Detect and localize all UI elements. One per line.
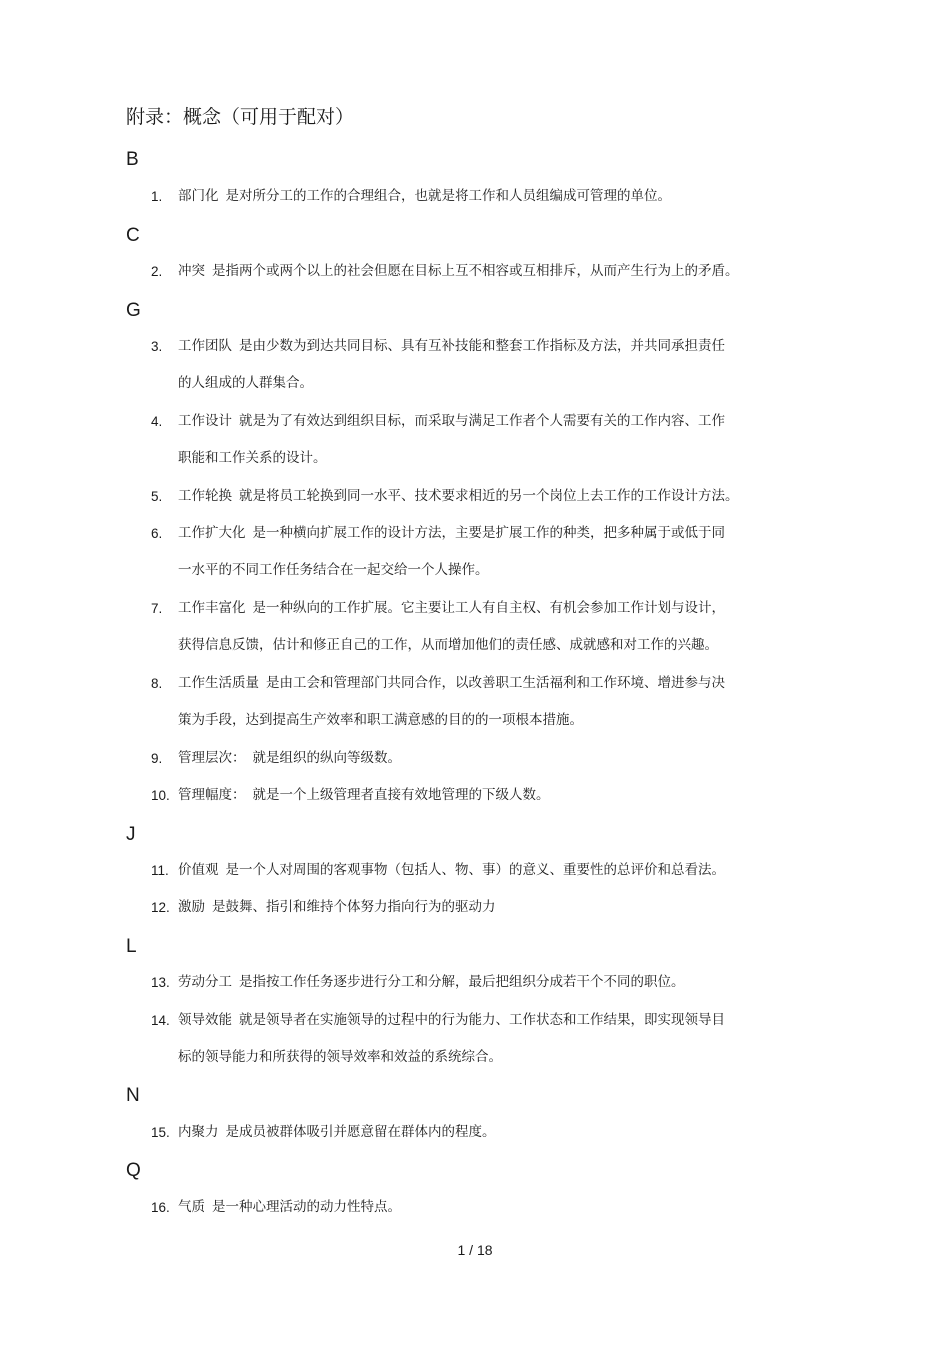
definition: 就是组织的纵向等级数。 xyxy=(252,750,401,766)
item-number: 12. xyxy=(151,900,170,915)
list-item xyxy=(178,253,793,290)
list-item xyxy=(178,590,793,664)
item-number: 10. xyxy=(151,788,170,803)
term: 工作生活质量 xyxy=(178,675,259,691)
term: 工作轮换 xyxy=(178,488,232,504)
list-item xyxy=(178,740,793,777)
term: 冲突 xyxy=(178,263,205,279)
definition: 是由少数为到达共同目标、具有互补技能和整套工作指标及方法，并共同承担责任 xyxy=(239,338,725,354)
term: 劳动分工 xyxy=(178,974,232,990)
term: 管理层次： xyxy=(178,750,246,766)
list-item xyxy=(178,478,793,515)
section-letter-g: G xyxy=(126,300,141,321)
section-letter-n: N xyxy=(126,1085,140,1106)
definition-continued: 职能和工作关系的设计。 xyxy=(178,450,327,466)
term: 激励 xyxy=(178,899,205,915)
item-number: 15. xyxy=(151,1125,170,1140)
term: 气质 xyxy=(178,1199,205,1215)
definition: 就是领导者在实施领导的过程中的行为能力、工作状态和工作结果，即实现领导目 xyxy=(239,1012,725,1028)
definition: 是鼓舞、指引和维持个体努力指向行为的驱动力 xyxy=(212,899,496,915)
definition: 就是为了有效达到组织目标，而采取与满足工作者个人需要有关的工作内容、工作 xyxy=(239,413,725,429)
item-number: 8. xyxy=(151,676,163,691)
item-number: 1. xyxy=(151,189,163,204)
list-item xyxy=(178,777,793,814)
section-letter-j: J xyxy=(126,824,136,845)
term: 管理幅度： xyxy=(178,787,246,803)
definition: 是一种纵向的工作扩展。它主要让工人有自主权、有机会参加工作计划与设计， xyxy=(252,600,725,616)
definition-continued: 获得信息反馈，估计和修正自己的工作，从而增加他们的责任感、成就感和对工作的兴趣。 xyxy=(178,637,718,653)
definition: 是一种横向扩展工作的设计方法，主要是扩展工作的种类，把多种属于或低于同 xyxy=(252,525,725,541)
item-number: 2. xyxy=(151,264,163,279)
item-number: 16. xyxy=(151,1200,170,1215)
definition-continued: 一水平的不同工作任务结合在一起交给一个人操作。 xyxy=(178,562,489,578)
term: 部门化 xyxy=(178,188,219,204)
list-item xyxy=(178,1114,793,1151)
term: 工作设计 xyxy=(178,413,232,429)
definition: 是由工会和管理部门共同合作，以改善职工生活福利和工作环境、增进参与决 xyxy=(266,675,725,691)
term: 工作扩大化 xyxy=(178,525,246,541)
item-number: 4. xyxy=(151,414,163,429)
definition: 就是一个上级管理者直接有效地管理的下级人数。 xyxy=(252,787,550,803)
definition-continued: 策为手段，达到提高生产效率和职工满意感的目的的一项根本措施。 xyxy=(178,712,583,728)
list-item xyxy=(178,403,793,477)
section-letter-c: C xyxy=(126,225,140,246)
definition-continued: 标的领导能力和所获得的领导效率和效益的系统综合。 xyxy=(178,1049,502,1065)
list-item xyxy=(178,1002,793,1076)
item-number: 11. xyxy=(151,863,169,878)
item-number: 5. xyxy=(151,489,163,504)
definition: 是一个人对周围的客观事物（包括人、物、事）的意义、重要性的总评价和总看法。 xyxy=(225,862,725,878)
list-item xyxy=(178,665,793,739)
page-title: 附录：概念（可用于配对） xyxy=(126,106,355,128)
item-number: 3. xyxy=(151,339,163,354)
list-item xyxy=(178,515,793,589)
section-letter-l: L xyxy=(126,936,137,957)
term: 领导效能 xyxy=(178,1012,232,1028)
list-item xyxy=(178,328,793,402)
definition: 是指按工作任务逐步进行分工和分解，最后把组织分成若干个不同的职位。 xyxy=(239,974,685,990)
item-number: 14. xyxy=(151,1013,170,1028)
definition: 是对所分工的工作的合理组合，也就是将工作和人员组编成可管理的单位。 xyxy=(225,188,671,204)
term: 内聚力 xyxy=(178,1124,219,1140)
definition: 是指两个或两个以上的社会但愿在目标上互不相容或互相排斥，从而产生行为上的矛盾。 xyxy=(212,263,739,279)
list-item xyxy=(178,178,793,215)
list-item xyxy=(178,1189,793,1226)
definition: 是成员被群体吸引并愿意留在群体内的程度。 xyxy=(225,1124,496,1140)
term: 价值观 xyxy=(178,862,219,878)
list-item xyxy=(178,852,793,889)
section-letter-q: Q xyxy=(126,1160,141,1181)
page-number: 1 / 18 xyxy=(457,1242,493,1258)
definition: 就是将员工轮换到同一水平、技术要求相近的另一个岗位上去工作的工作设计方法。 xyxy=(239,488,739,504)
section-letter-b: B xyxy=(126,149,139,170)
definition-continued: 的人组成的人群集合。 xyxy=(178,375,313,391)
list-item xyxy=(178,889,793,926)
item-number: 9. xyxy=(151,751,163,766)
item-number: 7. xyxy=(151,601,163,616)
item-number: 13. xyxy=(151,975,170,990)
definition: 是一种心理活动的动力性特点。 xyxy=(212,1199,401,1215)
item-number: 6. xyxy=(151,526,163,541)
list-item xyxy=(178,964,793,1001)
term: 工作丰富化 xyxy=(178,600,246,616)
term: 工作团队 xyxy=(178,338,232,354)
